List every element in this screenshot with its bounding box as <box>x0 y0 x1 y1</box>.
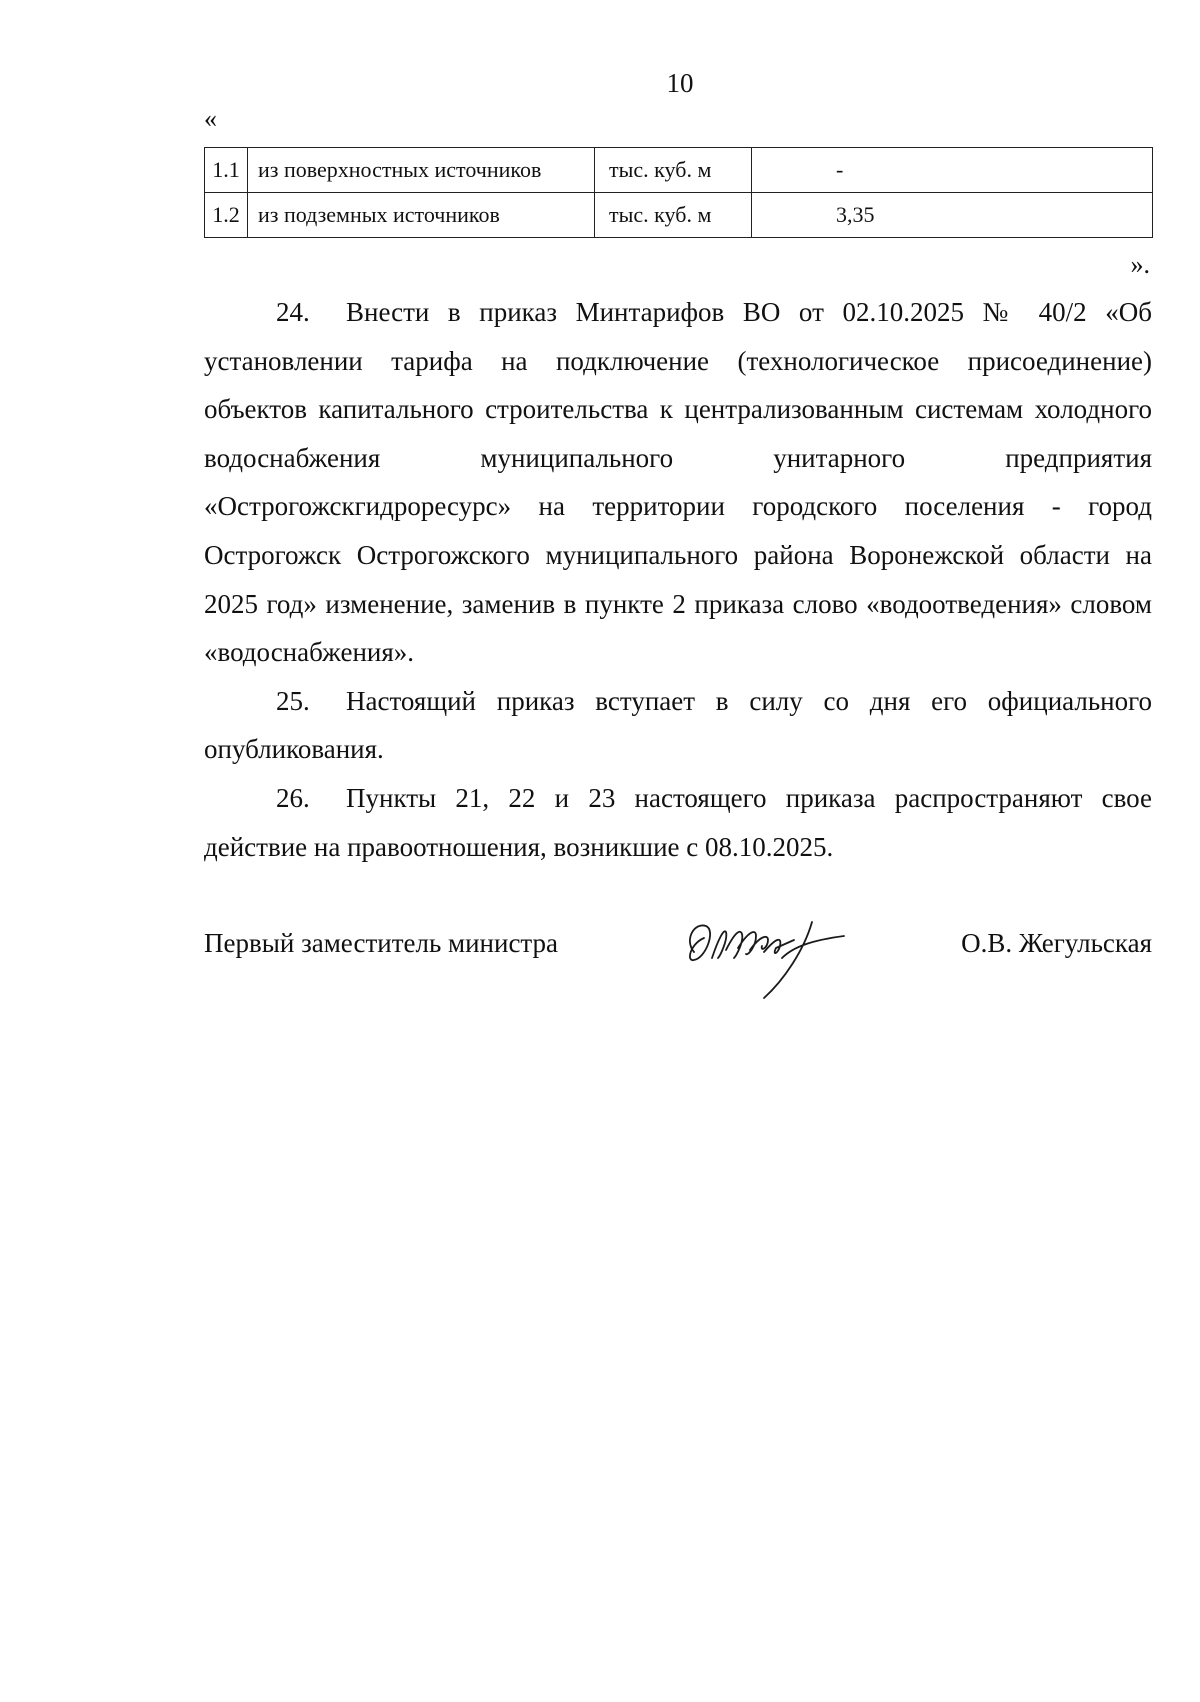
paragraph-25 <box>204 677 1152 774</box>
paragraph-text: Пункты 21, 22 и 23 настоящего приказа распространяют свое действие на правоотношения, возникшие с 08.10.2025. <box>204 782 1152 862</box>
signer-position: Первый заместитель министра <box>204 928 559 958</box>
signature-block <box>204 920 1152 1000</box>
paragraph-26 <box>204 774 1152 871</box>
table-quote-open: « <box>204 104 217 133</box>
source-name: из поверхностных источников <box>248 148 595 193</box>
water-source-table <box>204 147 1153 238</box>
source-name: из подземных источников <box>248 193 595 238</box>
page-number: 10 <box>666 68 694 98</box>
signer-name: О.В. Жегульская <box>961 928 1152 958</box>
paragraph-24 <box>204 288 1152 677</box>
unit-cell: тыс. куб. м <box>595 193 752 238</box>
table-body <box>205 148 1153 238</box>
paragraph-number: 24. <box>276 297 310 327</box>
paragraph-number: 26. <box>276 782 310 813</box>
paragraph-number: 25. <box>276 685 310 716</box>
table-quote-close: ». <box>1130 250 1150 279</box>
row-number: 1.2 <box>205 193 248 238</box>
paragraph-text: Настоящий приказ вступает в силу со дня его официального опубликования. <box>204 685 1152 765</box>
handwritten-signature <box>664 900 864 1000</box>
document-body <box>204 288 1152 871</box>
unit-cell: тыс. куб. м <box>595 148 752 193</box>
value-cell: - <box>752 148 1153 193</box>
row-number: 1.1 <box>205 148 248 193</box>
table-row <box>205 148 1153 193</box>
table-row <box>205 193 1153 238</box>
paragraph-text: Внести в приказ Минтарифов ВО от 02.10.2025 № 40/2 «Об установлении тарифа на подключение (технологическое присоединение) объектов капитального строительства к централизованным системам холодного водоснабжения муниципального унитарного предприятия «Острогожскгидроресурс» на территории городского поселения - город Острогожск Острогожского муниципального района Воронежской области на 2025 год» изменение, заменив в пункте 2 приказа слово «водоотведения» словом «водоснабжения». <box>204 297 1152 668</box>
value-cell: 3,35 <box>752 193 1153 238</box>
